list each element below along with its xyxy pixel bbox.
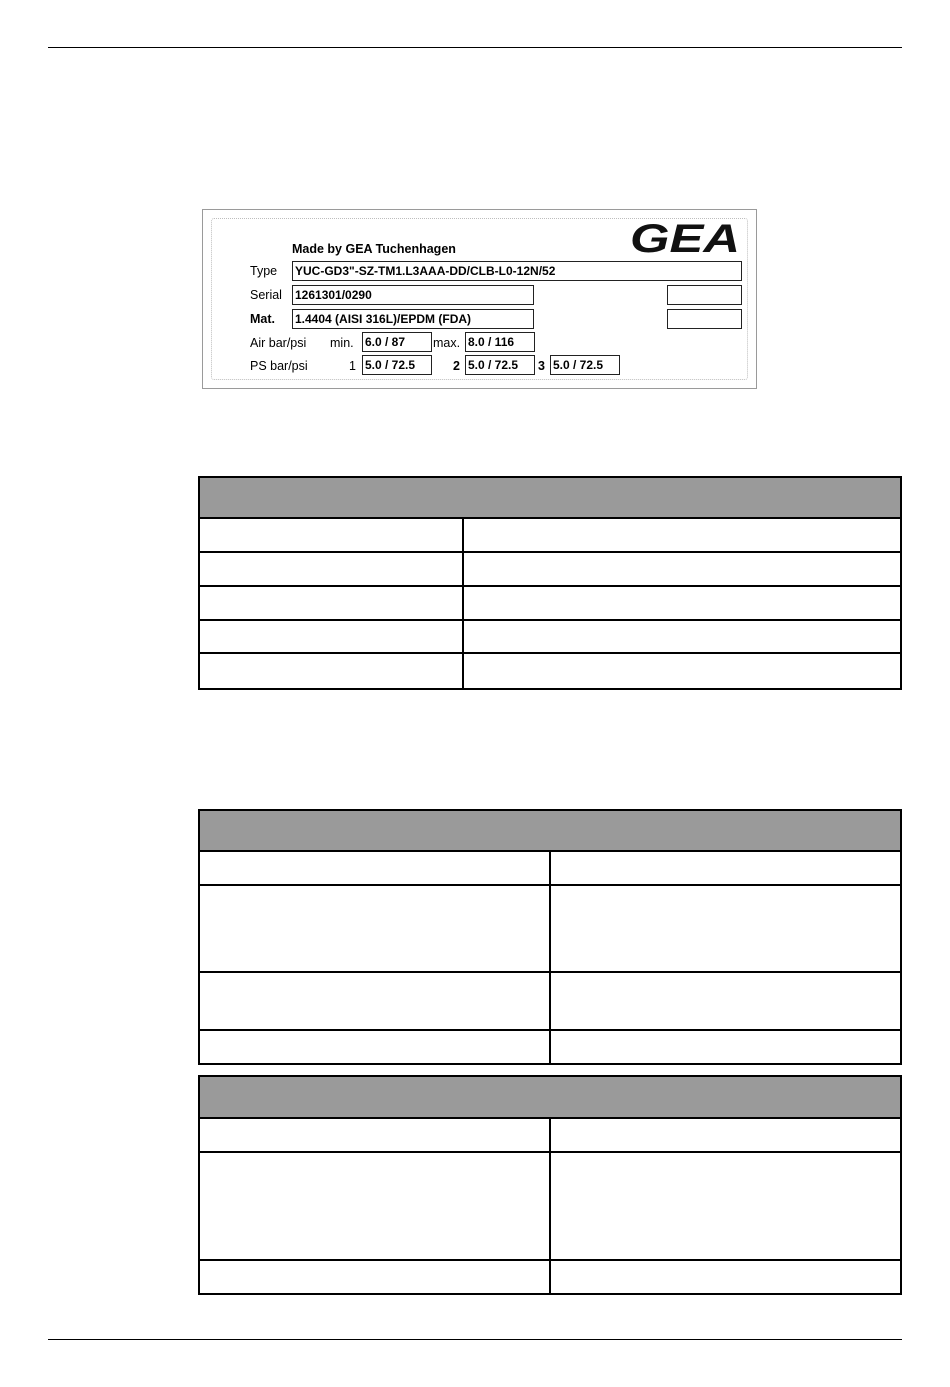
- table-cell: [464, 654, 900, 688]
- max-value: 8.0 / 116: [465, 332, 535, 352]
- table-cell: [200, 1153, 551, 1259]
- table-cell: [200, 587, 464, 619]
- mat-label: Mat.: [250, 312, 275, 326]
- footer-rule: [48, 1339, 902, 1340]
- serial-label: Serial: [250, 288, 282, 302]
- table-row: [200, 621, 900, 654]
- table-row: [200, 1261, 900, 1293]
- header-rule: [48, 47, 902, 48]
- table-row: [200, 973, 900, 1031]
- table-cell: [464, 519, 900, 551]
- type-value: YUC-GD3"-SZ-TM1.L3AAA-DD/CLB-L0-12N/52: [292, 261, 742, 281]
- table-cell: [200, 621, 464, 652]
- table-header: [200, 1077, 900, 1119]
- ps1-label: 1: [349, 359, 356, 373]
- table-cell: [200, 1119, 551, 1151]
- air-label: Air bar/psi: [250, 336, 307, 350]
- maker-text: Made by GEA Tuchenhagen: [292, 242, 456, 256]
- max-label: max.: [433, 336, 461, 350]
- gea-logo-text: GEA: [630, 219, 740, 257]
- ps3-value: 5.0 / 72.5: [550, 355, 620, 375]
- min-value: 6.0 / 87: [362, 332, 432, 352]
- ps2-label: 2: [453, 359, 460, 373]
- nameplate-explanation-table: [198, 476, 902, 690]
- table-row: [200, 654, 900, 688]
- ps-label: PS bar/psi: [250, 359, 308, 373]
- table-cell: [464, 587, 900, 619]
- table-cell: [551, 1261, 900, 1293]
- specification-table-1: [198, 809, 902, 1065]
- table-cell: [551, 973, 900, 1029]
- table-cell: [551, 886, 900, 971]
- table-cell: [464, 621, 900, 652]
- table-cell: [464, 553, 900, 585]
- table-cell: [551, 852, 900, 884]
- gea-logo: [630, 219, 742, 257]
- type-label: Type: [250, 264, 278, 278]
- table-row: [200, 553, 900, 587]
- table-cell: [200, 1261, 551, 1293]
- table-cell: [200, 852, 551, 884]
- mat-value: 1.4404 (AISI 316L)/EPDM (FDA): [292, 309, 534, 329]
- table-row: [200, 1153, 900, 1261]
- table-row: [200, 852, 900, 886]
- table-cell: [551, 1153, 900, 1259]
- table-header: [200, 811, 900, 852]
- table-row: [200, 519, 900, 553]
- table-row: [200, 587, 900, 621]
- ps3-label: 3: [538, 359, 545, 373]
- min-label: min.: [330, 336, 354, 350]
- ps2-value: 5.0 / 72.5: [465, 355, 535, 375]
- table-row: [200, 886, 900, 973]
- ps1-value: 5.0 / 72.5: [362, 355, 432, 375]
- table-row: [200, 1119, 900, 1153]
- table-cell: [200, 886, 551, 971]
- table-cell: [200, 519, 464, 551]
- table-cell: [200, 973, 551, 1029]
- table-cell: [551, 1031, 900, 1063]
- table-header: [200, 478, 900, 519]
- specification-table-2: [198, 1075, 902, 1295]
- table-row: [200, 1031, 900, 1063]
- blank-box-1: [667, 285, 742, 305]
- serial-value: 1261301/0290: [292, 285, 534, 305]
- table-cell: [200, 654, 464, 688]
- blank-box-2: [667, 309, 742, 329]
- table-cell: [200, 553, 464, 585]
- table-cell: [551, 1119, 900, 1151]
- table-cell: [200, 1031, 551, 1063]
